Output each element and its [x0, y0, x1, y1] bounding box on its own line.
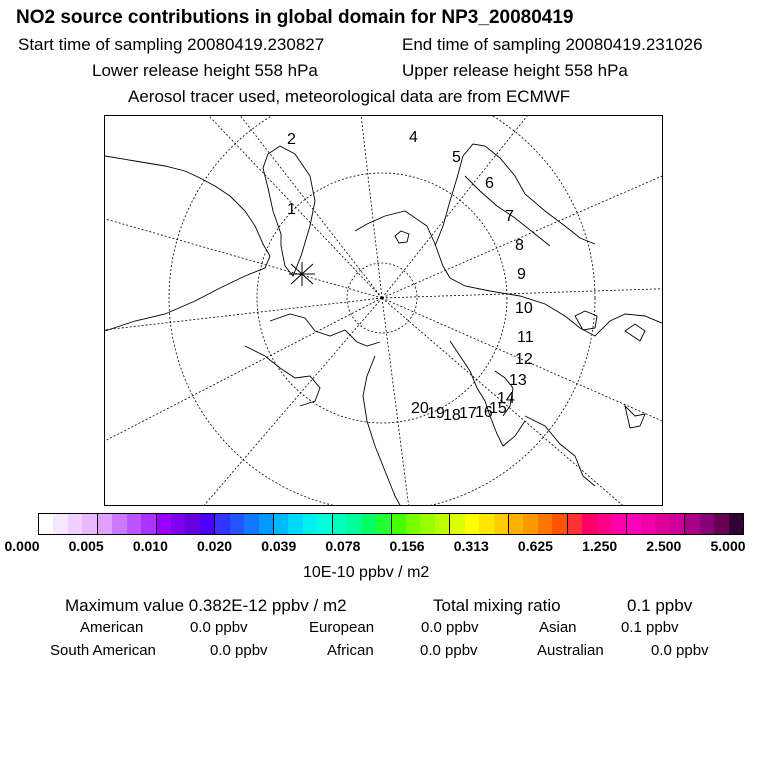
south-american-label: South American — [50, 642, 156, 659]
colorbar-swatch — [670, 514, 685, 534]
colorbar-swatch — [641, 514, 655, 534]
south-american-value: 0.0 ppbv — [210, 642, 268, 659]
american-value: 0.0 ppbv — [190, 619, 248, 636]
colorbar-swatch — [494, 514, 509, 534]
colorbar-swatch — [215, 514, 229, 534]
colorbar-swatch — [509, 514, 523, 534]
colorbar-tick-label: 0.156 — [389, 538, 425, 554]
colorbar-swatch — [333, 514, 347, 534]
colorbar-tick-label: 5.000 — [710, 538, 746, 554]
european-label: European — [309, 619, 375, 636]
colorbar — [38, 513, 744, 535]
colorbar-tick-label: 0.039 — [261, 538, 297, 554]
colorbar-tick-label: 0.625 — [517, 538, 553, 554]
colorbar-swatch — [552, 514, 567, 534]
colorbar-swatch — [582, 514, 596, 534]
colorbar-tick-label: 0.000 — [4, 538, 40, 554]
lower-height: Lower release height 558 hPa — [92, 61, 318, 80]
coastline-eurasia-north — [355, 211, 663, 336]
colorbar-swatch — [127, 514, 141, 534]
max-value: Maximum value 0.382E-12 ppbv / m2 — [65, 596, 347, 615]
african-label: African — [327, 642, 374, 659]
colorbar-swatch — [523, 514, 537, 534]
colorbar-tick-label: 2.500 — [646, 538, 682, 554]
colorbar-swatch — [479, 514, 493, 534]
end-time: End time of sampling 20080419.231026 — [402, 35, 703, 54]
total-value: 0.1 ppbv — [627, 596, 693, 615]
colorbar-swatch — [157, 514, 171, 534]
track-label: 15 — [489, 400, 507, 417]
colorbar-swatch — [317, 514, 332, 534]
colorbar-swatch — [53, 514, 67, 534]
coastline-hudson — [245, 346, 320, 406]
colorbar-tick-label: 0.078 — [325, 538, 361, 554]
colorbar-swatch — [714, 514, 728, 534]
track-label: 5 — [452, 149, 461, 166]
coastline-svalbard — [395, 231, 409, 243]
colorbar-swatch — [141, 514, 156, 534]
trajectory-labels — [287, 129, 534, 424]
coastline-alaska — [363, 356, 401, 506]
track-label: 6 — [485, 175, 494, 192]
coastlines — [105, 144, 663, 506]
colorbar-swatch — [68, 514, 82, 534]
colorbar-swatch — [376, 514, 391, 534]
colorbar-tick-label: 1.250 — [582, 538, 618, 554]
track-label: 19 — [427, 405, 445, 422]
colorbar-swatch — [362, 514, 376, 534]
colorbar-swatch — [230, 514, 244, 534]
meridian — [105, 116, 382, 298]
track-label: 17 — [459, 405, 477, 422]
colorbar-swatch — [392, 514, 406, 534]
track-label: 7 — [505, 208, 514, 225]
australian-label: Australian — [537, 642, 604, 659]
map-canvas — [105, 116, 663, 506]
colorbar-swatch — [597, 514, 611, 534]
colorbar-swatch — [82, 514, 97, 534]
colorbar-swatch — [729, 514, 743, 534]
track-label: 18 — [443, 407, 461, 424]
coastline-north-america — [105, 156, 270, 331]
track-label: 13 — [509, 372, 527, 389]
track-label: 2 — [287, 131, 296, 148]
african-value: 0.0 ppbv — [420, 642, 478, 659]
meridian — [105, 216, 382, 298]
colorbar-swatch — [112, 514, 126, 534]
meridians — [105, 116, 663, 506]
colorbar-tick-label: 0.005 — [68, 538, 104, 554]
track-label: 1 — [287, 201, 296, 218]
colorbar-swatch — [288, 514, 302, 534]
start-time: Start time of sampling 20080419.230827 — [18, 35, 325, 54]
colorbar-tick-label: 0.010 — [132, 538, 168, 554]
colorbar-unit: 10E-10 ppbv / m2 — [303, 564, 430, 581]
american-label: American — [80, 619, 144, 636]
asian-label: Asian — [539, 619, 577, 636]
colorbar-swatch — [171, 514, 185, 534]
colorbar-swatch — [611, 514, 626, 534]
colorbar-swatch — [465, 514, 479, 534]
track-label: 20 — [411, 400, 429, 417]
colorbar-swatch — [568, 514, 582, 534]
coastline-island — [625, 324, 645, 341]
colorbar-swatch — [347, 514, 361, 534]
meridian — [195, 298, 382, 506]
track-label: 12 — [515, 351, 533, 368]
colorbar-swatch — [98, 514, 112, 534]
colorbar-swatch — [685, 514, 699, 534]
track-label: 9 — [517, 266, 526, 283]
colorbar-swatch — [420, 514, 434, 534]
colorbar-swatch — [185, 514, 199, 534]
colorbar-swatch — [450, 514, 464, 534]
track-label: 10 — [515, 300, 533, 317]
release-site-marker — [289, 262, 315, 286]
coastline-asia-east — [525, 416, 595, 486]
european-value: 0.0 ppbv — [421, 619, 479, 636]
colorbar-swatch — [627, 514, 641, 534]
total-label: Total mixing ratio — [433, 596, 561, 615]
colorbar-ticks — [0, 538, 768, 558]
colorbar-swatch — [244, 514, 258, 534]
meridian — [105, 298, 382, 331]
colorbar-swatch — [39, 514, 53, 534]
page-title: NO2 source contributions in global domain for NP3_20080419 — [16, 7, 574, 28]
upper-height: Upper release height 558 hPa — [402, 61, 628, 80]
track-label: 16 — [475, 404, 493, 421]
meridian — [105, 298, 382, 446]
track-label: 11 — [517, 329, 534, 346]
coastline-canadian-archipelago — [270, 314, 380, 346]
meridian — [225, 116, 382, 298]
tracer-note: Aerosol tracer used, meteorological data are from ECMWF — [128, 87, 571, 106]
colorbar-swatch — [274, 514, 288, 534]
meridian — [382, 116, 535, 298]
asian-value: 0.1 ppbv — [621, 619, 679, 636]
australian-value: 0.0 ppbv — [651, 642, 709, 659]
track-label: 14 — [497, 390, 515, 407]
polar-map — [104, 115, 663, 506]
colorbar-swatch — [700, 514, 714, 534]
colorbar-tick-label: 0.020 — [197, 538, 233, 554]
colorbar-tick-label: 0.313 — [453, 538, 489, 554]
meridian — [360, 116, 382, 298]
colorbar-swatch — [655, 514, 669, 534]
colorbar-swatch — [435, 514, 450, 534]
track-label: 4 — [409, 129, 418, 146]
colorbar-swatch — [406, 514, 420, 534]
colorbar-swatch — [538, 514, 552, 534]
track-label: 8 — [515, 237, 524, 254]
colorbar-swatch — [303, 514, 317, 534]
colorbar-swatch — [200, 514, 215, 534]
colorbar-swatch — [259, 514, 274, 534]
